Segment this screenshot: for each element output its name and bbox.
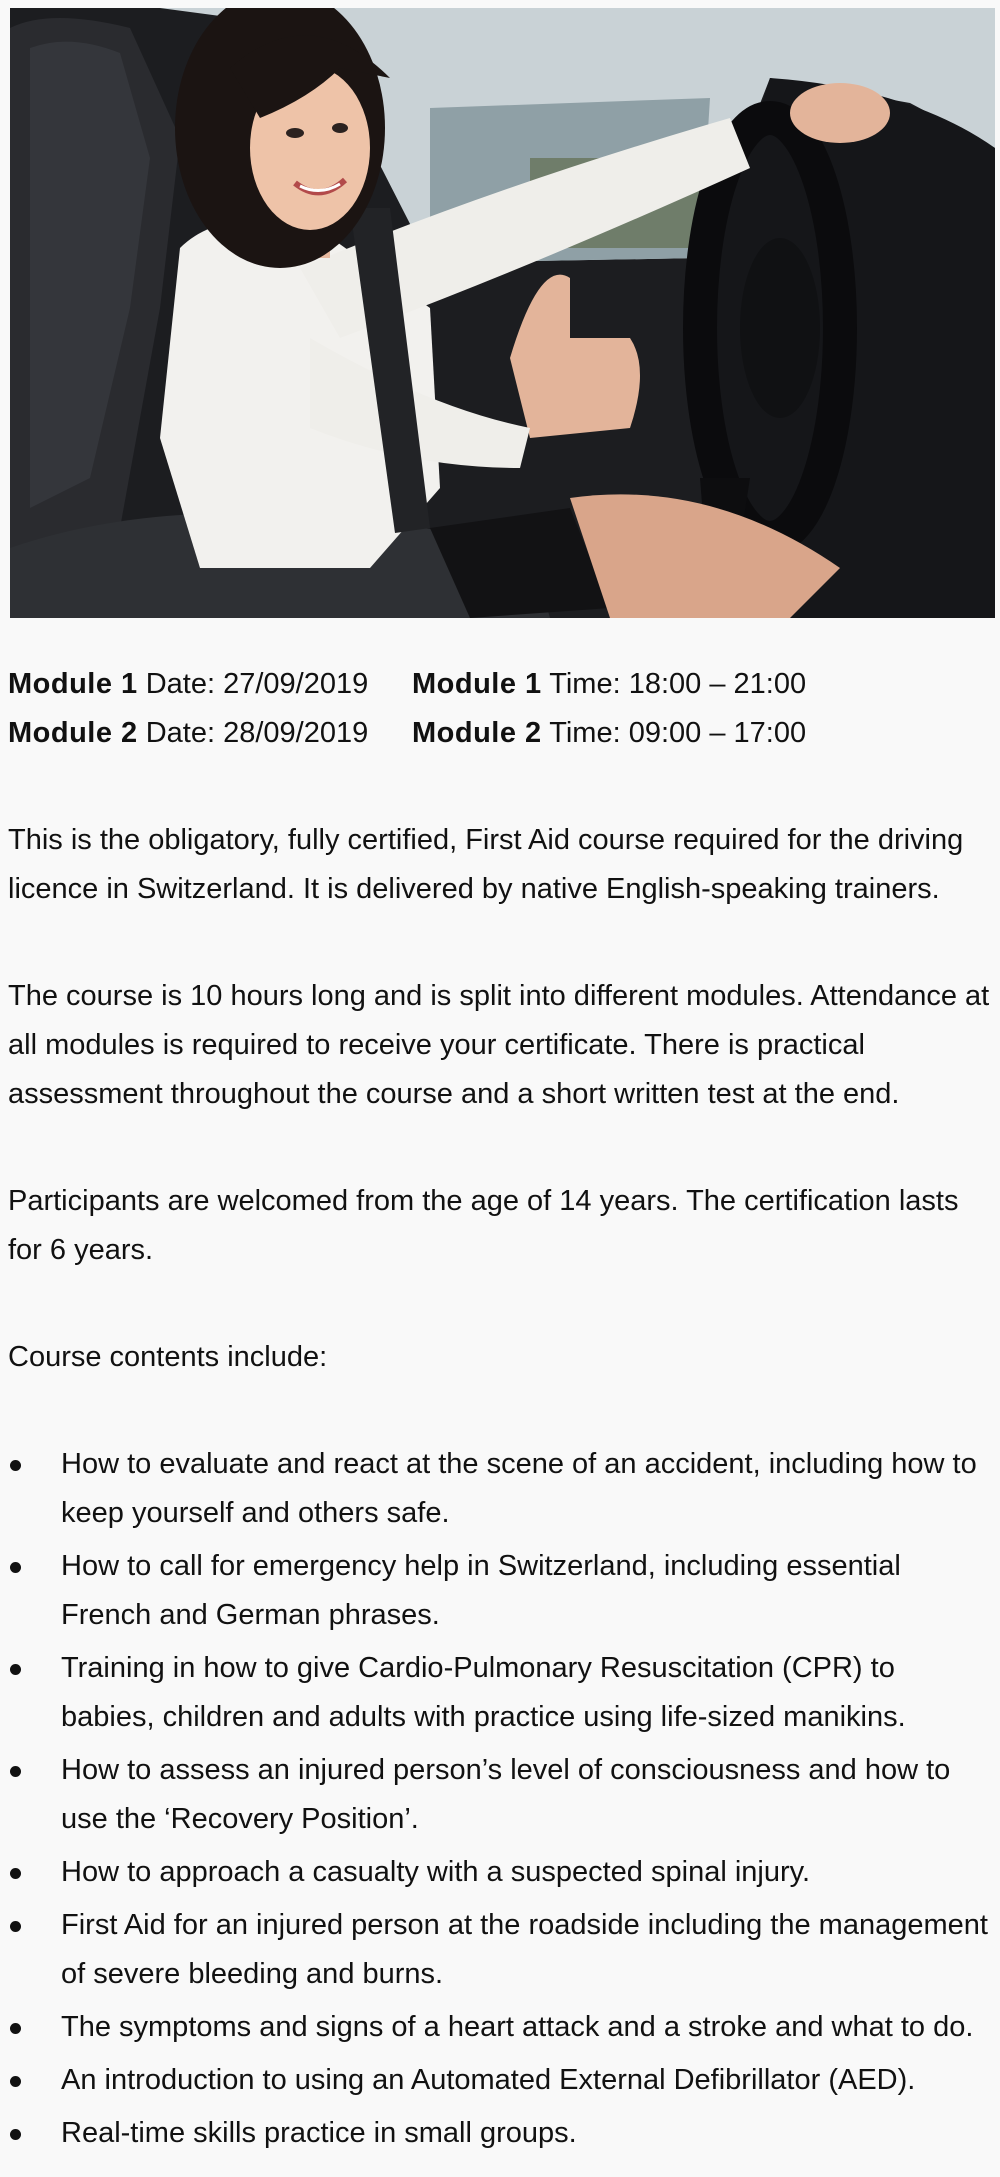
hero-image [10,8,995,618]
bullet-icon [10,1766,21,1777]
bullet-icon [10,2129,21,2140]
list-item [8,1644,996,1742]
module-date [8,660,412,709]
module-date [8,709,412,758]
module-label: Module 2 [8,717,138,749]
list-item [8,1440,996,1538]
date-text: Date: 27/09/2019 [145,668,369,700]
bullet-icon [10,1664,21,1675]
course-details [8,660,996,2162]
module-label: Module 1 [412,668,542,700]
list-item [8,2003,996,2052]
module-time [412,660,806,709]
bullet-icon [10,1868,21,1879]
bullet-icon [10,1460,21,1471]
course-length-paragraph: The course is 10 hours long and is split into different modules. Attendance at all modules is required to receive your certificate. There is practical assessment throughout the course and a short written test at the end. [8,980,990,1110]
woman-driver-photo [10,8,995,618]
list-item [8,1542,996,1640]
contents-heading: Course contents include: [8,1341,328,1373]
list-item-text: Training in how to give Cardio-Pulmonary Resuscitation (CPR) to babies, children and adults with practice using life-sized manikins. [61,1652,906,1733]
list-item [8,1848,996,1897]
list-item-text: Real-time skills practice in small groups. [61,2117,577,2149]
participants-paragraph: Participants are welcomed from the age of 14 years. The certification lasts for 6 years. [8,1185,959,1266]
list-item-text: How to approach a casualty with a suspected spinal injury. [61,1856,811,1888]
bullet-icon [10,2076,21,2087]
intro-paragraph: This is the obligatory, fully certified, First Aid course required for the driving licence in Switzerland. It is delivered by native English-speaking trainers. [8,824,964,905]
list-item-text: First Aid for an injured person at the roadside including the management of severe bleeding and burns. [61,1909,988,1990]
list-item-text: An introduction to using an Automated External Defibrillator (AED). [61,2064,916,2096]
time-text: Time: 18:00 – 21:00 [549,668,807,700]
module-label: Module 2 [412,717,542,749]
course-contents-list [8,1440,996,2158]
bullet-icon [10,1562,21,1573]
list-item-text: How to evaluate and react at the scene of an accident, including how to keep yourself and others safe. [61,1448,977,1529]
list-item [8,1901,996,1999]
time-text: Time: 09:00 – 17:00 [549,717,807,749]
list-item-text: How to assess an injured person’s level of consciousness and how to use the ‘Recovery Position’. [61,1754,951,1835]
list-item [8,1746,996,1844]
list-item [8,2056,996,2105]
module-time [412,709,806,758]
schedule [8,660,996,758]
schedule-row [8,660,996,709]
list-item [8,2109,996,2158]
list-item-text: The symptoms and signs of a heart attack and a stroke and what to do. [61,2011,974,2043]
list-item-text: How to call for emergency help in Switzerland, including essential French and German phrases. [61,1550,901,1631]
bullet-icon [10,2023,21,2034]
bullet-icon [10,1921,21,1932]
date-text: Date: 28/09/2019 [145,717,369,749]
module-label: Module 1 [8,668,138,700]
schedule-row [8,709,996,758]
